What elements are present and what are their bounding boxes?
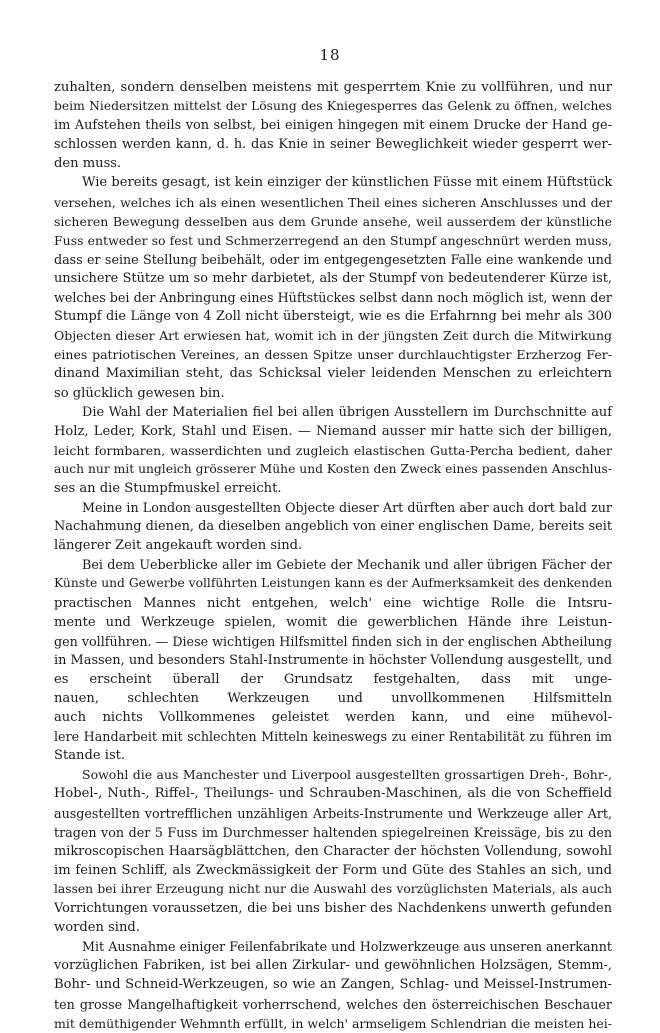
text-line: practischen Mannes nicht entgehen, welch' eine wichtige Rolle die Intsru- <box>54 595 612 611</box>
text-line: vorzüglichen Fabriken, ist bei allen Zirkular- und gewöhnlichen Holzsägen, Stemm-, <box>54 958 612 974</box>
text-line: den muss. <box>54 156 122 172</box>
text-line: ten grosse Mangelhaftigkeit vorherrschend, welches den österreichischen Beschauer <box>54 996 612 1012</box>
text-line: längerer Zeit angekauft worden sind. <box>54 538 303 554</box>
text-line: Holz, Leder, Kork, Stahl und Eisen. — Niemand ausser mir hatte sich der billigen, <box>54 423 612 439</box>
text-line: in Massen, und besonders Stahl-Instrumente in höchster Vollendung ausgestellt, und <box>54 652 612 668</box>
text-line: Stumpf die Länge von 4 Zoll nicht übersteigt, wie es die Erfahrnng bei mehr als 300 <box>54 309 612 325</box>
text-line: gen vollführen. — Diese wichtigen Hilfsmittel finden sich in der englischen Abtheilung <box>54 633 612 649</box>
text-line: Hobel-, Nuth-, Riffel-, Theilungs- und Schrauben-Maschinen, als die von Scheffield <box>54 786 612 802</box>
text-line: ses an die Stumpfmuskel erreicht. <box>54 480 282 496</box>
text-line: auch nur mit ungleich grösserer Mühe und Kosten den Zweck eines passenden Anschlus- <box>54 461 612 476</box>
text-line: Stande ist. <box>54 748 126 764</box>
text-line: im feinen Schliff, als Zweckmässigkeit der Form und Güte des Stahles an sich, und <box>54 862 612 878</box>
page-number: 18 <box>319 46 341 64</box>
text-line: Bohr- und Schneid-Werkzeugen, so wie an Zangen, Schlag- und Meissel-Instrumen- <box>54 977 612 993</box>
text-line: nauen, schlechten Werkzeugen und unvollkommenen Hilfsmitteln <box>54 691 612 706</box>
text-line: es erscheint überall der Grundsatz festgehalten, dass mit unge- <box>54 671 612 687</box>
text-line: unsichere Stütze um so mehr darbietet, als der Stumpf von bedeutenderer Kürze ist, <box>54 270 612 286</box>
text-line: eines patriotischen Vereines, an dessen Spitze unser durchlauchtigster Erzherzog Fer- <box>54 347 612 363</box>
text-line: welches bei der Anbringung eines Hüftstückes selbst dann noch möglich ist, wenn der <box>54 290 612 306</box>
text-line: Wie bereits gesagt, ist kein einziger der künstlichen Füsse mit einem Hüftstück <box>82 175 613 191</box>
body-text <box>54 78 612 1033</box>
text-line: Nachahmung dienen, da dieselben angeblich von einer englischen Dame, bereits seit <box>54 519 613 535</box>
text-line: sicheren Bewegung desselben aus dem Grunde ansehe, weil ausserdem der künstliche <box>54 213 612 229</box>
text-line: Bei dem Ueberblicke aller im Gebiete der Mechanik und aller übrigen Fächer der <box>82 557 612 573</box>
text-line: mente und Werkzeuge spielen, womit die gewerblichen Hände ihre Leistun- <box>54 614 612 630</box>
text-line: zuhalten, sondern denselben meistens mit gesperrtem Knie zu vollführen, und nur <box>54 80 612 95</box>
text-line: so glücklich gewesen bin. <box>54 385 225 401</box>
text-line: auch nichts Vollkommenes geleistet werden kann, und eine mühevol- <box>54 710 612 726</box>
text-line: worden sind. <box>54 920 140 936</box>
text-line: dinand Maximilian steht, das Schicksal vieler leidenden Menschen zu erleichtern <box>54 366 612 382</box>
text-line: ausgestellten vortrefflichen unzähligen Arbeits-Instrumente und Werkzeuge aller Art, <box>54 805 612 821</box>
text-line: tragen von der 5 Fuss im Durchmesser haltenden spiegelreinen Kreissäge, bis zu den <box>54 824 612 840</box>
text-line: versehen, welches ich als einen wesentlichen Theil eines sicheren Anschlusses und der <box>54 194 612 210</box>
text-line: beim Niedersitzen mittelst der Lösung des Kniegesperres das Gelenk zu öffnen, welches <box>54 99 612 114</box>
text-line: Mit Ausnahme einiger Feilenfabrikate und Holzwerkzeuge aus unseren anerkannt <box>82 939 612 955</box>
text-line: Fuss entweder so fest und Schmerzerregend an den Stumpf angeschnürt werden muss, <box>54 232 612 248</box>
text-line: Vorrichtungen voraussetzen, die bei uns bisher des Nachdenkens unwerth gefunden <box>54 901 612 917</box>
text-line: Die Wahl der Materialien fiel bei allen übrigen Ausstellern im Durchschnitte auf <box>82 404 612 420</box>
text-line: mikroscopischen Haarsägblättchen, den Character der höchsten Vollendung, sowohl <box>54 843 612 859</box>
text-line: schlossen werden kann, d. h. das Knie in seiner Beweglichkeit wieder gesperrt wer- <box>54 137 612 153</box>
text-line: Künste und Gewerbe vollführten Leistungen kann es der Aufmerksamkeit des denkenden <box>54 576 613 591</box>
text-line: Sowohl die aus Manchester und Liverpool ausgestellten grossartigen Dreh-, Bohr-, <box>82 767 612 783</box>
text-line: im Aufstehen theils von selbst, bei einigen hingegen mit einem Drucke der Hand ge- <box>54 118 612 134</box>
text-line: leicht formbaren, wasserdichten und zugleich elastischen Gutta-Percha bedient, daher <box>54 442 612 458</box>
text-line: Meine in London ausgestellten Objecte dieser Art dürften aber auch dort bald zur <box>82 500 612 516</box>
text-line: Objecten dieser Art erwiesen hat, womit ich in der jüngsten Zeit durch die Mitwirkung <box>54 328 612 344</box>
text-line: lassen bei ihrer Erzeugung nicht nur die Auswahl des vorzüglichsten Materials, als auch <box>54 881 612 896</box>
text-line: lere Handarbeit mit schlechten Mitteln keineswegs zu einer Rentabilität zu führen im <box>54 729 612 745</box>
text-line: dass er seine Stellung beibehält, oder im entgegengesetzten Falle eine wankende und <box>54 251 612 267</box>
text-line: mit demüthigender Wehmnth erfüllt, in welch' armseligem Schlendrian die meisten hei- <box>54 1015 612 1031</box>
